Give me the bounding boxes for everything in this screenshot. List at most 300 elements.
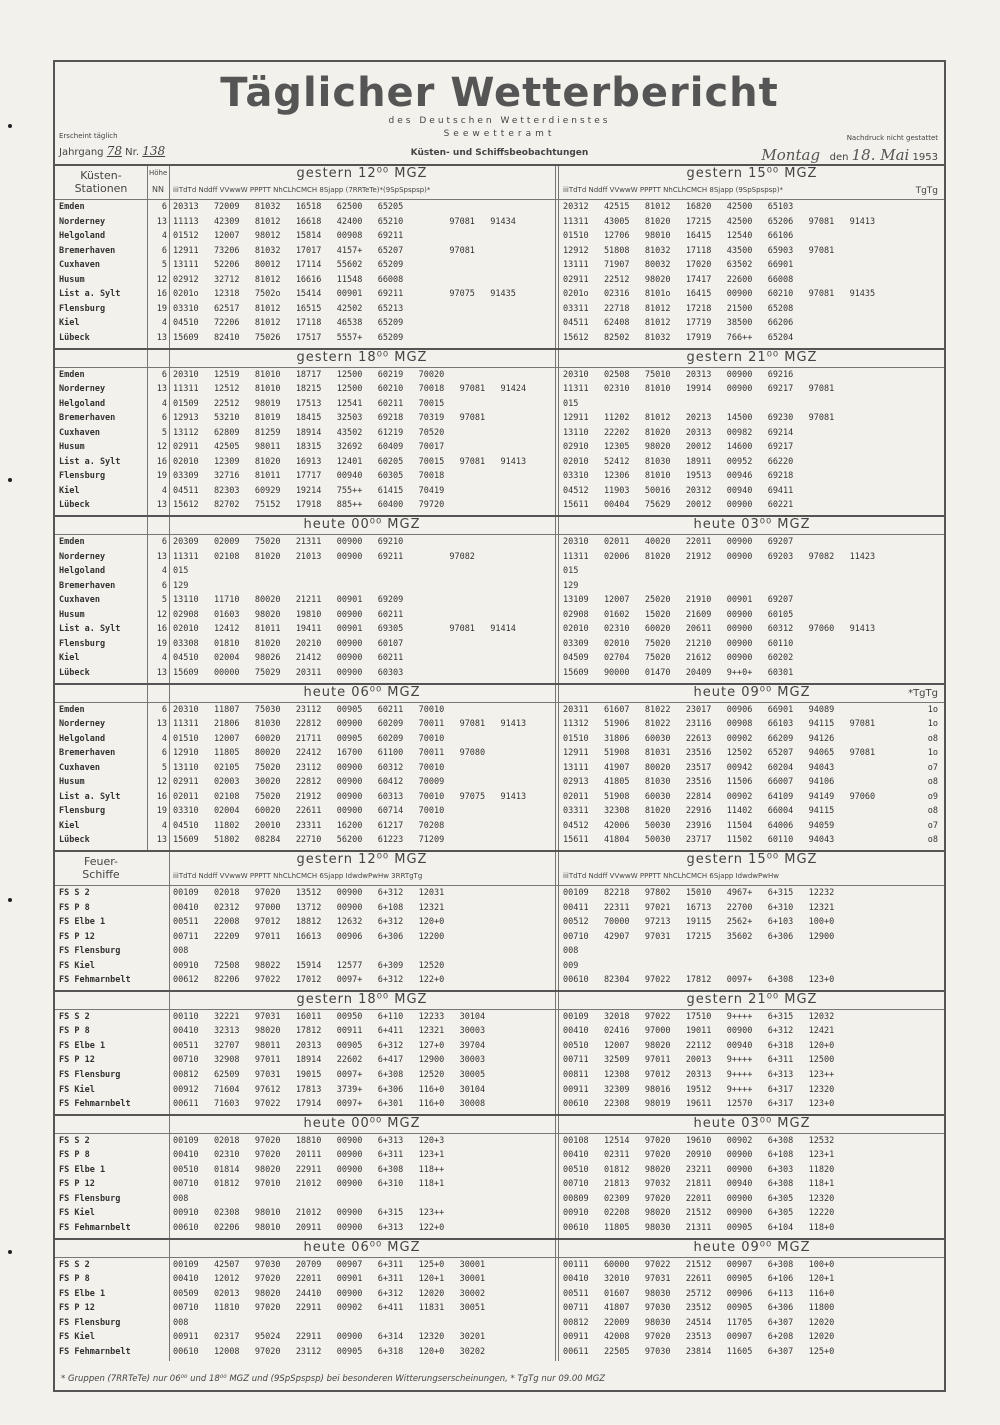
station-row: [55, 748, 944, 763]
period-title-right: gestern 15⁰⁰ MGZ: [686, 852, 818, 867]
obs-left: 02911 42505 98011 18315 32692 60409 70017: [173, 442, 445, 453]
obs-right: 00610 82304 97022 17812 0097+ 6+308 123+0: [563, 975, 835, 986]
station-name: Lübeck: [59, 835, 90, 846]
station-name: Norderney: [59, 719, 106, 730]
ship-row: [55, 1150, 944, 1165]
ship-row: [55, 1274, 944, 1289]
obs-left: 01512 12007 98012 15814 00908 69211: [173, 231, 404, 242]
obs-right: 00911 42008 97020 23513 00907 6+208 12020: [563, 1332, 835, 1343]
obs-left: 11113 42309 81012 16618 42400 65210 97081 91434: [173, 216, 516, 227]
obs-left: 0201o 12318 7502o 15414 00901 69211 97075 91435: [173, 289, 516, 300]
station-row: [55, 581, 944, 596]
station-height: 13: [156, 835, 167, 846]
station-name: Cuxhaven: [59, 762, 100, 773]
obs-right: 015: [563, 566, 579, 577]
period-title-left: heute 06⁰⁰ MGZ: [303, 1239, 421, 1255]
obs-right: 02010 02310 60020 20611 00900 60312 97060 91413: [563, 624, 876, 635]
ship-name: FS P 12: [59, 1055, 95, 1066]
obs-right: 00410 02416 97000 19011 00900 6+312 12421: [563, 1026, 835, 1037]
station-row: [55, 734, 944, 749]
obs-left: 00109 42507 97030 20709 00907 6+311 125+0 30001: [173, 1259, 486, 1270]
tgtg-star-label: *TgTg: [908, 687, 938, 699]
obs-right: 01510 12706 98010 16415 12540 66106: [563, 231, 794, 242]
obs-right: 00710 21813 97032 21811 00940 6+308 118+1: [563, 1179, 835, 1190]
obs-right: 00109 32018 97022 17510 9++++ 6+315 12032: [563, 1011, 835, 1022]
ship-row: [55, 917, 944, 932]
obs-left: 02908 01603 98020 19810 00900 60211: [173, 609, 404, 620]
station-height: 4: [161, 318, 167, 329]
station-row: [55, 333, 944, 348]
ship-name: FS Flensburg: [59, 1070, 121, 1081]
obs-right: 00911 32309 98016 19512 9++++ 6+317 12320: [563, 1084, 835, 1095]
ship-name: FS Fehmarnbelt: [59, 975, 131, 986]
period-title-left: gestern 12⁰⁰ MGZ: [296, 166, 428, 181]
obs-left: 008: [173, 946, 189, 957]
obs-left: 04510 72206 81012 17118 46538 65209: [173, 318, 404, 329]
obs-right: 00910 02208 98020 21512 00900 6+305 12220: [563, 1208, 835, 1219]
ship-name: FS Kiel: [59, 1084, 95, 1095]
obs-left: 20313 72009 81032 16518 62500 65205: [173, 202, 404, 212]
obs-right: 01510 31806 60030 22613 00902 66209 94126: [563, 733, 835, 744]
obs-left: 00710 11810 97020 22911 00902 6+411 11831 30051: [173, 1303, 486, 1314]
obs-right: 11311 43005 81020 17215 42500 65206 97081 91413: [563, 216, 876, 227]
station-height: 13: [156, 719, 167, 730]
ship-name: FS P 12: [59, 931, 95, 942]
obs-left: 04510 02004 98026 21412 00900 60211: [173, 653, 404, 664]
subtitle-observations: Küsten- und Schiffsbeobachtungen: [410, 148, 589, 158]
period-title-right: gestern 21⁰⁰ MGZ: [686, 349, 818, 365]
obs-left: 15609 82410 75026 17517 5557+ 65209: [173, 332, 404, 343]
ship-row: [55, 1026, 944, 1041]
ship-name: FS Kiel: [59, 1332, 95, 1343]
ship-row: [55, 1012, 944, 1027]
station-row: [55, 835, 944, 850]
ship-row: [55, 1223, 944, 1238]
period-title-right: gestern 21⁰⁰ MGZ: [686, 991, 818, 1007]
obs-left: 20310 12519 81010 18717 12500 60219 70020: [173, 369, 445, 380]
obs-left: 13111 52206 80012 17114 55602 65209: [173, 260, 404, 271]
obs-left: 04511 82303 60929 19214 755++ 61415 70419: [173, 485, 445, 496]
ship-name: FS P 8: [59, 1274, 90, 1285]
obs-right: 0201o 02316 8101o 16415 00900 60210 97081 91435: [563, 289, 876, 300]
obs-left: 00109 02018 97020 18810 00900 6+313 120+3: [173, 1135, 445, 1146]
row-label-heading: Küsten- Stationen: [74, 169, 128, 195]
ship-row: [55, 1165, 944, 1180]
subtitle-office: Seewetteramt: [443, 129, 556, 139]
station-name: Bremerhaven: [59, 580, 116, 591]
ship-name: FS Elbe 1: [59, 1164, 106, 1175]
ship-row: [55, 961, 944, 976]
ship-name: FS Kiel: [59, 1208, 95, 1219]
obs-left: 129: [173, 580, 189, 591]
obs-right: 00711 41807 97030 23512 00905 6+306 11800: [563, 1303, 835, 1314]
obs-right: 00512 70000 97213 19115 2562+ 6+103 100+0: [563, 917, 835, 928]
obs-left: 015: [173, 566, 189, 577]
ship-row: [55, 888, 944, 903]
obs-right: 02910 12305 98020 20012 14600 69217: [563, 442, 794, 453]
period-title-left: gestern 18⁰⁰ MGZ: [296, 349, 428, 365]
obs-right: 00410 02311 97020 20910 00900 6+108 123+1: [563, 1150, 835, 1161]
ship-name: FS Kiel: [59, 960, 95, 971]
station-row: [55, 500, 944, 515]
ship-row: [55, 932, 944, 947]
station-name: Bremerhaven: [59, 748, 116, 759]
station-height: 4: [161, 653, 167, 664]
obs-right: 03310 12306 81010 19513 00946 69218: [563, 471, 794, 482]
obs-left: 03310 62517 81012 16515 42502 65213: [173, 303, 404, 314]
obs-left: 00610 02206 98010 20911 00900 6+313 122+0: [173, 1222, 445, 1233]
station-height: 6: [161, 537, 167, 547]
obs-right: 13111 71907 80032 17020 63502 66901: [563, 260, 794, 271]
row-label-heading: Feuer- Schiffe: [82, 855, 120, 881]
ship-name: FS S 2: [59, 1135, 90, 1146]
station-row: [55, 384, 944, 399]
year: 1953: [912, 152, 938, 163]
obs-left: 12910 11805 80020 22412 16700 61100 70011 97080: [173, 748, 486, 759]
station-height: 6: [161, 748, 167, 759]
obs-right: 11311 02310 81010 19914 00900 69217 97081: [563, 384, 835, 395]
obs-right: 00811 12308 97012 20313 9++++ 6+313 123++: [563, 1070, 835, 1081]
obs-left: 15609 51802 08284 22710 56200 61223 71209: [173, 835, 445, 846]
obs-right: 03309 02010 75020 21210 00900 60110: [563, 638, 794, 649]
station-height: 4: [161, 733, 167, 744]
obs-right: 00111 60000 97022 21512 00907 6+308 100+0: [563, 1259, 835, 1270]
height-label: Höhe: [149, 169, 168, 177]
station-height: 4: [161, 820, 167, 831]
station-height: 13: [156, 551, 167, 562]
station-name: List a. Sylt: [59, 456, 121, 467]
station-height: 6: [161, 704, 167, 715]
ship-block-2: [55, 1114, 944, 1238]
station-name: Helgoland: [59, 733, 106, 744]
station-height: 12: [156, 777, 167, 788]
station-name: Flensburg: [59, 638, 106, 649]
obs-right: 00511 01607 98030 25712 00906 6+113 116+0: [563, 1288, 835, 1299]
obs-right: 00711 32509 97011 20013 9++++ 6+311 12500: [563, 1055, 835, 1066]
station-row: [55, 705, 944, 720]
station-row: [55, 566, 944, 581]
obs-right: 129: [563, 580, 579, 591]
station-row: [55, 552, 944, 567]
tgtg-value: o8: [927, 777, 938, 788]
station-name: Emden: [59, 704, 85, 715]
station-name: Cuxhaven: [59, 595, 100, 606]
obs-left: 11311 02108 81020 21013 00900 69211 97082: [173, 551, 475, 562]
ship-row: [55, 1303, 944, 1318]
station-name: Flensburg: [59, 806, 106, 817]
period-title-left: heute 06⁰⁰ MGZ: [303, 684, 421, 700]
station-name: Emden: [59, 202, 85, 212]
station-row: [55, 246, 944, 261]
station-row: [55, 399, 944, 414]
station-row: [55, 260, 944, 275]
obs-right: 20310 02508 75010 20313 00900 69216: [563, 369, 794, 380]
ship-name: FS Elbe 1: [59, 1288, 106, 1299]
tgtg-value: o8: [927, 835, 938, 846]
station-row: [55, 763, 944, 778]
station-name: Kiel: [59, 318, 80, 329]
ship-name: FS Flensburg: [59, 946, 121, 957]
station-height: 13: [156, 384, 167, 395]
ship-row: [55, 903, 944, 918]
station-height: 13: [156, 667, 167, 678]
obs-right: 04512 42006 50030 23916 11504 64006 94059: [563, 820, 835, 831]
station-name: List a. Sylt: [59, 624, 121, 635]
ship-row: [55, 1055, 944, 1070]
ship-row: [55, 1289, 944, 1304]
station-row: [55, 231, 944, 246]
ship-row: [55, 1347, 944, 1362]
station-height: 13: [156, 332, 167, 343]
obs-left: 00511 32707 98011 20313 00905 6+312 127+0 39704: [173, 1040, 486, 1051]
station-row: [55, 318, 944, 333]
ship-block-0: [55, 850, 944, 990]
obs-right: 20310 02011 40020 22011 00900 69207: [563, 537, 794, 547]
ship-name: FS S 2: [59, 1259, 90, 1270]
station-height: 5: [161, 762, 167, 773]
tgtg-value: 1o: [927, 748, 938, 759]
footnote: * Gruppen (7RRTeTe) nur 06⁰⁰ und 18⁰⁰ MGZ und (9SpSpspsp) bei besonderen Witterungserscheinungen, * TgTg nur 09.00 MGZ: [61, 1374, 606, 1384]
obs-right: 15611 00404 75629 20012 00900 60221: [563, 500, 794, 511]
station-name: Kiel: [59, 653, 80, 664]
obs-right: 00610 22308 98019 19611 12570 6+317 123+0: [563, 1099, 835, 1110]
station-name: Husum: [59, 777, 85, 788]
reprint-notice: Nachdruck nicht gestattet: [846, 134, 938, 142]
station-row: [55, 442, 944, 457]
tgtg-value: o8: [927, 806, 938, 817]
station-name: Cuxhaven: [59, 427, 100, 438]
obs-left: 00510 01814 98020 22911 00900 6+308 118++: [173, 1164, 445, 1175]
ship-name: FS P 8: [59, 902, 90, 913]
obs-right: 009: [563, 960, 579, 971]
obs-left: 00109 02018 97020 13512 00900 6+312 12031: [173, 888, 445, 898]
station-height: 19: [156, 303, 167, 314]
obs-right: 00610 11805 98030 21311 00905 6+104 118+0: [563, 1222, 835, 1233]
obs-left: 00912 71604 97612 17813 3739+ 6+306 116+0 30104: [173, 1084, 486, 1095]
obs-left: 008: [173, 1317, 189, 1328]
issue-number: 138: [142, 144, 166, 158]
obs-left: 00911 02317 95024 22911 00900 6+314 12320 30201: [173, 1332, 486, 1343]
station-row: [55, 304, 944, 319]
station-row: [55, 457, 944, 472]
obs-left: 00910 72508 98022 15914 12577 6+309 12520: [173, 960, 445, 971]
date-line: Montag den 18. Mai 1953: [761, 146, 938, 164]
obs-left: 02912 32712 81012 16616 11548 66008: [173, 274, 404, 285]
station-height: 12: [156, 609, 167, 620]
obs-right: 02913 41805 81030 23516 11506 66007 94106: [563, 777, 835, 788]
obs-left: 15609 00000 75029 20311 00900 60303: [173, 667, 404, 678]
ship-name: FS Fehmarnbelt: [59, 1099, 131, 1110]
station-height: 16: [156, 624, 167, 635]
station-height: 19: [156, 638, 167, 649]
obs-left: 03308 01810 81020 20210 00900 60107: [173, 638, 404, 649]
ship-name: FS P 12: [59, 1179, 95, 1190]
station-name: Lübeck: [59, 332, 90, 343]
ship-row: [55, 1070, 944, 1085]
station-row: [55, 719, 944, 734]
period-title-left: heute 00⁰⁰ MGZ: [303, 1115, 421, 1131]
ship-row: [55, 975, 944, 990]
station-name: Norderney: [59, 384, 106, 395]
obs-left: 03309 32716 81011 17717 00940 60305 70018: [173, 471, 445, 482]
station-name: Kiel: [59, 820, 80, 831]
ship-row: [55, 946, 944, 961]
station-name: Emden: [59, 537, 85, 547]
station-row: [55, 668, 944, 683]
obs-right: 11311 02006 81020 21912 00900 69203 97082 11423: [563, 551, 876, 562]
obs-left: 00610 12008 97020 23112 00905 6+318 120+0 30202: [173, 1346, 486, 1357]
obs-left: 11311 21806 81030 22812 00900 60209 70011 97081 91413: [173, 719, 527, 730]
obs-left: 00110 32221 97031 16011 00950 6+110 12233 30104: [173, 1011, 486, 1022]
station-row: [55, 595, 944, 610]
coast-block-2: [55, 515, 944, 683]
obs-left: 00410 02312 97000 13712 00900 6+108 12321: [173, 902, 445, 913]
station-height: 5: [161, 595, 167, 606]
station-row: [55, 428, 944, 443]
obs-right: 11312 51906 81022 23116 00908 66103 94115 97081: [563, 719, 876, 730]
station-name: Norderney: [59, 551, 106, 562]
ship-row: [55, 1208, 944, 1223]
station-height: 6: [161, 413, 167, 424]
station-name: Kiel: [59, 485, 80, 496]
tgtg-value: o7: [927, 762, 938, 773]
obs-left: 02911 02003 30020 22812 00900 60412 70009: [173, 777, 445, 788]
station-name: List a. Sylt: [59, 791, 121, 802]
station-height: 13: [156, 500, 167, 511]
obs-left: 11311 12512 81010 18215 12500 60210 70018 97081 91424: [173, 384, 527, 395]
date: 18. Mai: [851, 146, 910, 164]
period-title-right: heute 09⁰⁰ MGZ: [693, 684, 811, 700]
col-headers-right: iiiTdTd Nddff VVwwW PPPTT NhCLhCMCH 8Sjapp (9SpSpspsp)*: [563, 186, 783, 194]
obs-left: 00612 82206 97022 17012 0097+ 6+312 122+0: [173, 975, 445, 986]
station-name: List a. Sylt: [59, 289, 121, 300]
nn-label: NN: [152, 185, 164, 194]
station-name: Helgoland: [59, 566, 106, 577]
col-headers-left: iiiTdTd Nddff VVwwW PPPTT NhCLhCMCH 6Sjapp IdwdwPwHw 3RRTgTg: [173, 872, 423, 880]
obs-left: 00812 62509 97031 19015 0097+ 6+308 12520 30005: [173, 1070, 486, 1081]
ship-name: FS Fehmarnbelt: [59, 1346, 131, 1357]
obs-right: 00411 22311 97021 16713 22700 6+310 12321: [563, 902, 835, 913]
period-title-right: heute 09⁰⁰ MGZ: [693, 1239, 811, 1255]
obs-left: 04510 11802 20010 23311 16200 61217 70208: [173, 820, 445, 831]
obs-right: 03311 22718 81012 17218 21500 65208: [563, 303, 794, 314]
col-headers-right: iiiTdTd Nddff VVwwW PPPTT NhCLhCMCH 6Sjapp IdwdwPwHw: [563, 872, 779, 880]
obs-left: 13110 11710 80020 21211 00901 69209: [173, 595, 404, 606]
obs-left: 20309 02009 75020 21311 00900 69210: [173, 537, 404, 547]
station-height: 16: [156, 791, 167, 802]
jahrgang-value: 78: [106, 144, 122, 158]
obs-right: 04511 62408 81012 17719 38500 66206: [563, 318, 794, 329]
obs-right: 12911 11202 81012 20213 14500 69230 97081: [563, 413, 835, 424]
obs-right: 03311 32308 81020 22916 11402 66004 94115: [563, 806, 835, 817]
ship-block-1: [55, 990, 944, 1114]
issue-line: Jahrgang 78 Nr. 138: [59, 144, 166, 158]
tgtg-value: 1o: [927, 704, 938, 715]
obs-right: 00109 82218 97802 15010 4967+ 6+315 12232: [563, 888, 835, 898]
coast-block-0: [55, 164, 944, 348]
station-row: [55, 202, 944, 217]
station-row: [55, 486, 944, 501]
obs-left: 12913 53210 81019 18415 32503 69218 70319 97081: [173, 413, 486, 424]
obs-right: 00410 32010 97031 22611 00905 6+106 120+1: [563, 1274, 835, 1285]
obs-right: 00510 12007 98020 22112 00940 6+318 120+0: [563, 1040, 835, 1051]
station-name: Helgoland: [59, 231, 106, 242]
obs-right: 00510 01812 98020 23211 00900 6+303 11820: [563, 1164, 835, 1175]
station-name: Lübeck: [59, 500, 90, 511]
station-row: [55, 639, 944, 654]
obs-left: 00410 12012 97020 22011 00901 6+311 120+1 30001: [173, 1274, 486, 1285]
ship-row: [55, 1332, 944, 1347]
station-height: 19: [156, 471, 167, 482]
coast-block-3: [55, 683, 944, 851]
tgtg-value: o8: [927, 733, 938, 744]
ship-name: FS Flensburg: [59, 1317, 121, 1328]
station-height: 4: [161, 398, 167, 409]
station-height: 6: [161, 369, 167, 380]
obs-right: 02010 52412 81030 18911 00952 66220: [563, 456, 794, 467]
ship-row: [55, 1085, 944, 1100]
ship-name: FS Fehmarnbelt: [59, 1222, 131, 1233]
station-name: Husum: [59, 442, 85, 453]
obs-left: 00711 22209 97011 16613 00906 6+306 12200: [173, 931, 445, 942]
station-name: Husum: [59, 274, 85, 285]
ship-name: FS P 8: [59, 1150, 90, 1161]
obs-right: 00812 22009 98030 24514 11705 6+307 12020: [563, 1317, 835, 1328]
col-headers-left: iiiTdTd Nddff VVwwW PPPTT NhCLhCMCH 8Sjapp (7RRTeTe)*(9SpSpspsp)*: [173, 186, 431, 194]
tgtg-value: o7: [927, 820, 938, 831]
obs-left: 00509 02013 98020 24410 00900 6+312 12020 30002: [173, 1288, 486, 1299]
weekday: Montag: [761, 146, 821, 164]
ship-name: FS P 12: [59, 1303, 95, 1314]
station-row: [55, 289, 944, 304]
station-height: 4: [161, 566, 167, 577]
period-title-left: gestern 18⁰⁰ MGZ: [296, 991, 428, 1007]
ship-name: FS Elbe 1: [59, 917, 106, 928]
tgtg-label: TgTg: [915, 186, 938, 196]
station-height: 6: [161, 580, 167, 591]
obs-left: 00410 02310 97020 20111 00900 6+311 123+1: [173, 1150, 445, 1161]
tgtg-value: o9: [927, 791, 938, 802]
coast-block-1: [55, 348, 944, 516]
obs-right: 008: [563, 946, 579, 957]
obs-right: 12912 51808 81032 17118 43500 65903 97081: [563, 245, 835, 256]
station-height: 16: [156, 456, 167, 467]
station-height: 19: [156, 806, 167, 817]
station-row: [55, 806, 944, 821]
ship-name: FS Elbe 1: [59, 1040, 106, 1051]
obs-left: 02011 02108 75020 21912 00900 60313 70010 97075 91413: [173, 791, 527, 802]
obs-right: 15611 41804 50030 23717 11502 60110 94043: [563, 835, 835, 846]
obs-right: 20311 61607 81022 23017 00906 66901 94089: [563, 704, 835, 715]
obs-left: 00710 32908 97011 18914 22602 6+417 12900 30003: [173, 1055, 486, 1066]
ship-name: FS P 8: [59, 1026, 90, 1037]
station-name: Norderney: [59, 216, 106, 227]
tgtg-value: 1o: [927, 719, 938, 730]
ship-block-3: [55, 1238, 944, 1362]
station-name: Husum: [59, 609, 85, 620]
station-row: [55, 792, 944, 807]
obs-left: 20310 11807 75030 23112 00905 60211 70010: [173, 704, 445, 715]
obs-left: 008: [173, 1193, 189, 1204]
publication-info: Erscheint täglich: [59, 132, 118, 140]
station-height: 6: [161, 245, 167, 256]
period-title-right: gestern 15⁰⁰ MGZ: [686, 166, 818, 181]
obs-right: 02908 01602 15020 21609 00900 60105: [563, 609, 794, 620]
ship-name: FS S 2: [59, 888, 90, 898]
obs-left: 12911 73206 81032 17017 4157+ 65207 97081: [173, 245, 475, 256]
obs-left: 00710 01812 97010 21012 00900 6+310 118+1: [173, 1179, 445, 1190]
station-name: Emden: [59, 369, 85, 380]
